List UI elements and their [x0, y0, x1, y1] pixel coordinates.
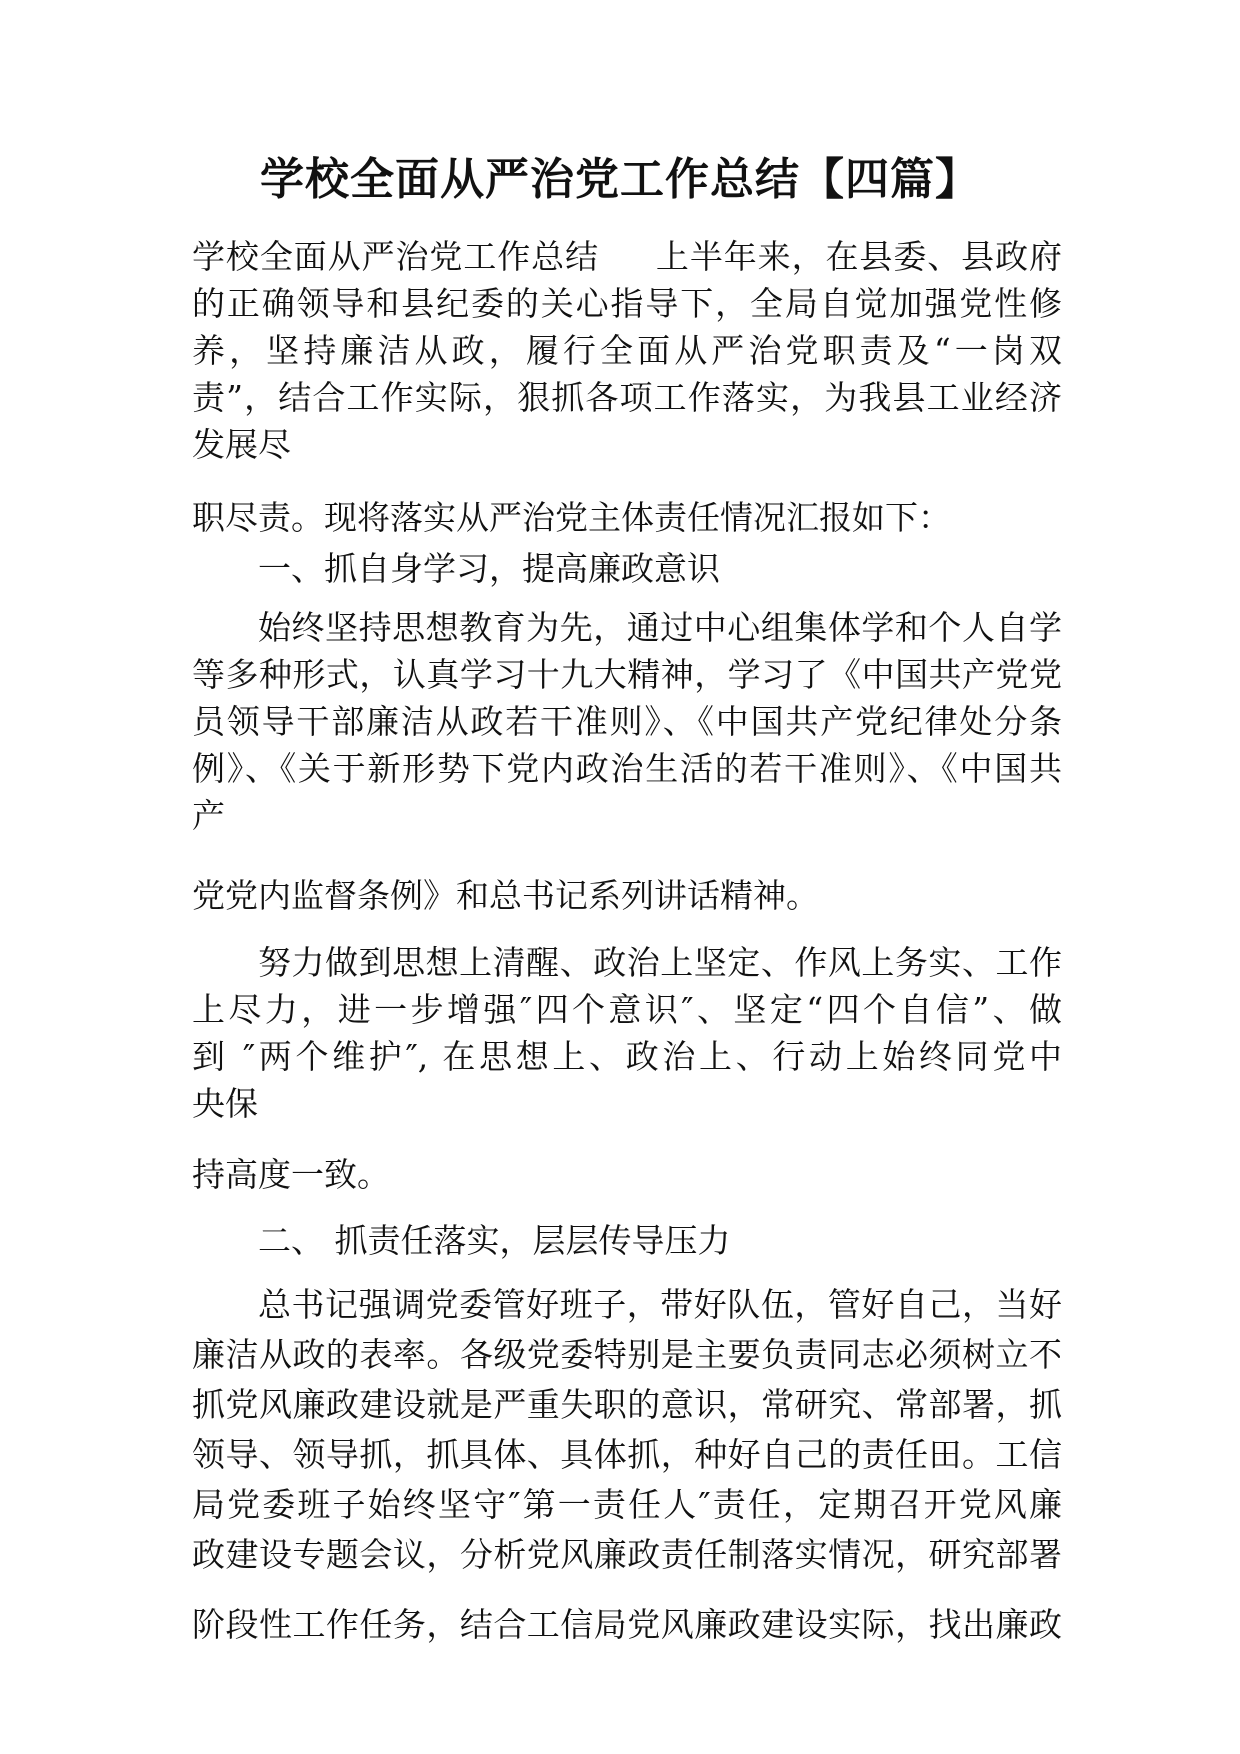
text-line: 努力做到思想上清醒、政治上坚定、作风上务实、工作 — [258, 943, 1062, 982]
text-line: 养，坚持廉洁从政，履行全面从严治党职责及“一岗双 — [192, 331, 1062, 370]
section-heading: 二、 抓责任落实，层层传导压力 — [258, 1221, 731, 1260]
text-line: 廉洁从政的表率。各级党委特别是主要负责同志必须树立不 — [192, 1335, 1062, 1374]
text-line: 央保 — [192, 1084, 258, 1123]
text-line: 总书记强调党委管好班子，带好队伍，管好自己，当好 — [258, 1285, 1062, 1324]
text-line: 党党内监督条例》和总书记系列讲话精神。 — [192, 876, 819, 915]
text-line: 始终坚持思想教育为先，通过中心组集体学和个人自学 — [258, 608, 1062, 647]
text-line — [192, 234, 1062, 280]
text-line: 局党委班子始终坚守″第一责任人″责任，定期召开党风廉 — [192, 1485, 1062, 1524]
text-line: 的正确领导和县纪委的关心指导下，全局自觉加强党性修 — [192, 284, 1062, 323]
intro-label: 学校全面从严治党工作总结 — [192, 237, 599, 276]
text-line: 政建设专题会议，分析党风廉政责任制落实情况，研究部署 — [192, 1535, 1062, 1574]
text-line: 上尽力，进一步增强″四个意识″、坚定“四个自信”、做 — [192, 990, 1062, 1029]
text-line: 责”，结合工作实际，狠抓各项工作落实，为我县工业经济 — [192, 378, 1062, 417]
intro-text: 上半年来，在县委、县政府 — [655, 237, 1062, 276]
text-line: 职尽责。现将落实从严治党主体责任情况汇报如下： — [192, 498, 951, 537]
text-line: 到 ″两个维护″, 在思想上、政治上、行动上始终同党中 — [192, 1037, 1062, 1076]
text-line: 产 — [192, 796, 225, 835]
text-line: 等多种形式，认真学习十九大精神，学习了《中国共产党党 — [192, 655, 1062, 694]
text-line: 员领导干部廉洁从政若干准则》、《中国共产党纪律处分条 — [192, 702, 1062, 741]
section-heading: 一、抓自身学习，提高廉政意识 — [258, 549, 720, 588]
text-line: 持高度一致。 — [192, 1155, 390, 1194]
document-title: 学校全面从严治党工作总结【四篇】 — [260, 154, 980, 205]
text-line: 例》、《关于新形势下党内政治生活的若干准则》、《中国共 — [192, 749, 1062, 788]
text-line: 阶段性工作任务，结合工信局党风廉政建设实际，找出廉政 — [192, 1605, 1062, 1644]
text-line: 发展尽 — [192, 425, 291, 464]
text-line: 抓党风廉政建设就是严重失职的意识，常研究、常部署，抓 — [192, 1385, 1062, 1424]
text-line: 领导、领导抓，抓具体、具体抓，种好自己的责任田。工信 — [192, 1435, 1062, 1474]
